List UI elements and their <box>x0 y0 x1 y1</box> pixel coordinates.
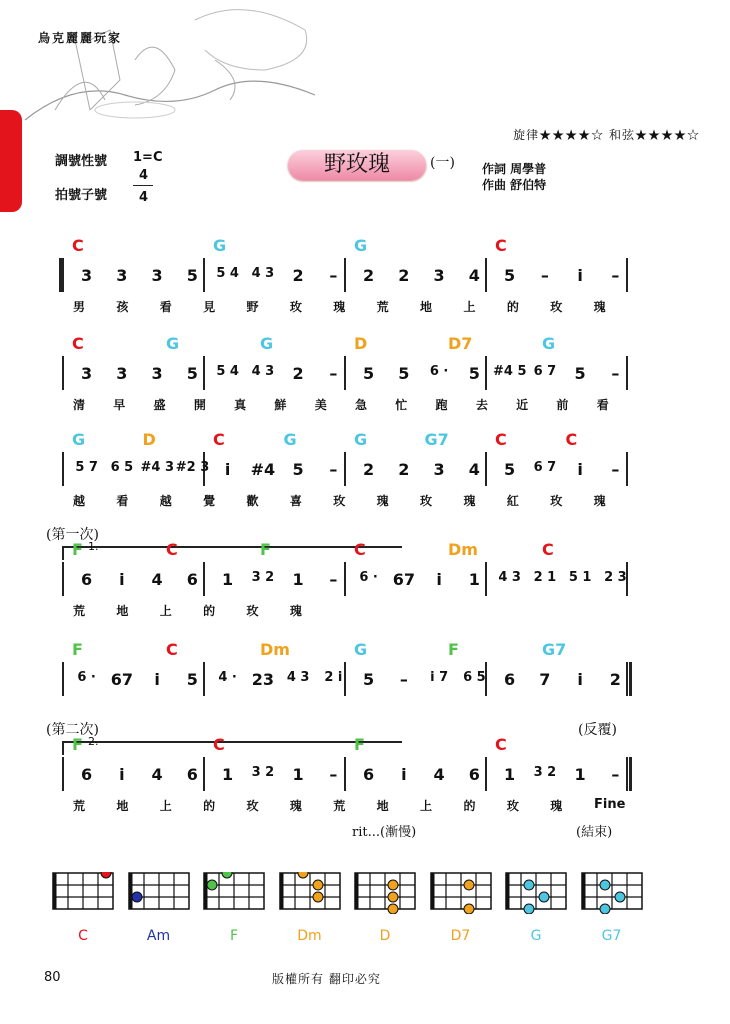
lyric: 忙 <box>395 398 408 412</box>
lyric: 看 <box>596 398 609 412</box>
note: 6 · <box>77 670 96 685</box>
ending-bracket-side <box>62 741 64 755</box>
lyric: 越 <box>72 494 85 508</box>
lyric: 玫 <box>246 604 259 618</box>
note: 2 <box>292 364 304 383</box>
bar-line <box>62 562 64 596</box>
lyric: 去 <box>475 398 488 412</box>
lyric: 鮮 <box>274 398 287 412</box>
lyric: 孩 <box>116 300 129 314</box>
lyric: 覺 <box>203 494 216 508</box>
beat-bottom: 4 <box>139 190 149 205</box>
lyric: 瑰 <box>550 799 563 813</box>
lyric: 瑰 <box>593 494 606 508</box>
note: 3 2 <box>533 765 557 780</box>
note: 1 <box>222 570 234 589</box>
chord-symbol: C <box>354 540 366 559</box>
note: 1 <box>222 765 234 784</box>
chord-diagram-g7 <box>581 872 645 914</box>
credits <box>482 161 546 193</box>
chord-symbol: G <box>354 430 368 449</box>
note: 5 <box>468 364 480 383</box>
note: 2 <box>398 266 410 285</box>
book-title: 烏克麗麗玩家 <box>38 31 123 45</box>
lyric: 地 <box>376 799 389 813</box>
note: 3 <box>81 364 93 383</box>
note: 3 2 <box>251 765 275 780</box>
note: i <box>577 266 583 285</box>
note: 3 2 <box>251 570 275 585</box>
note: 2 <box>609 670 621 689</box>
note: i 7 <box>430 670 449 685</box>
chord-symbol: G <box>260 334 274 353</box>
note: – <box>540 266 549 285</box>
note: 5 4 <box>216 364 239 379</box>
note: – <box>611 765 620 784</box>
lyric: 瑰 <box>463 494 476 508</box>
copyright: 版權所有 翻印必究 <box>272 972 381 986</box>
note: 5 <box>398 364 410 383</box>
note: 1 <box>504 765 516 784</box>
note: 5 <box>504 266 516 285</box>
chord-symbol: Dm <box>260 640 290 659</box>
lyric: 玫 <box>420 494 433 508</box>
chord-symbol: Dm <box>448 540 478 559</box>
note: i <box>119 570 125 589</box>
lyric: 玫 <box>506 799 519 813</box>
note: – <box>329 460 338 479</box>
note: 1 <box>292 570 304 589</box>
chord-name-label: D <box>379 928 391 944</box>
chord-symbol: C <box>72 334 84 353</box>
chord-symbol: C <box>213 430 225 449</box>
beat-label: 拍號子號 <box>55 188 108 203</box>
lyric: 急 <box>354 398 367 412</box>
note: 4 <box>151 570 163 589</box>
beat-divider <box>133 185 153 186</box>
note: – <box>611 460 620 479</box>
note: 3 <box>433 266 445 285</box>
chord-name-label: C <box>78 928 88 944</box>
note: 6 5 <box>110 460 134 475</box>
note: 5 <box>574 364 586 383</box>
note: 6 <box>186 765 198 784</box>
bar-line <box>62 258 64 292</box>
note: 6 <box>186 570 198 589</box>
chord-name-label: G <box>530 928 542 944</box>
chord-symbol: F <box>354 735 365 754</box>
lyric: 的 <box>203 799 216 813</box>
song-title-text: 野玫瑰 <box>323 152 390 177</box>
ending-bracket-side <box>62 546 64 560</box>
note: 5 7 <box>75 460 98 475</box>
chord-name-label: Dm <box>297 928 322 944</box>
lyric: 地 <box>116 799 129 813</box>
note: i <box>436 570 442 589</box>
chord-name-label: Am <box>146 928 171 944</box>
note: 5 <box>363 670 375 689</box>
note: 2 1 <box>533 570 557 585</box>
lyric: 的 <box>463 799 476 813</box>
lyric: 盛 <box>153 398 166 412</box>
note: 7 <box>539 670 551 689</box>
note: 3 <box>116 266 128 285</box>
tempo-note: rit...(漸慢) <box>352 825 417 840</box>
lyric: 地 <box>420 300 433 314</box>
chord-symbol: G <box>166 334 180 353</box>
chord-diagram-dm <box>279 872 343 914</box>
note: 5 4 <box>216 266 239 281</box>
repeat-start <box>59 258 62 292</box>
lyric: 真 <box>234 398 247 412</box>
bar-line <box>62 452 64 486</box>
chord-symbol: C <box>166 540 178 559</box>
note: 6 · <box>359 570 378 585</box>
lyric: 清 <box>72 398 85 412</box>
lyric: 瑰 <box>593 300 606 314</box>
note: 67 <box>392 570 415 589</box>
lyric: 瑰 <box>289 799 302 813</box>
lyric: 上 <box>159 799 172 813</box>
lyric: 看 <box>159 300 172 314</box>
lyric: 荒 <box>72 604 85 618</box>
lyric: 前 <box>556 398 569 412</box>
ending-number: 2. <box>88 735 99 748</box>
chord-symbol: C <box>166 640 178 659</box>
lyric: 玫 <box>550 300 563 314</box>
repeat-label: (反覆) <box>578 722 617 738</box>
chord-symbol: C <box>495 236 507 255</box>
note: #4 3 <box>140 460 175 475</box>
difficulty-rating: 旋律★★★★☆ 和弦★★★★☆ <box>513 128 700 142</box>
note: #4 5 <box>493 364 527 379</box>
note: #2 3 <box>175 460 210 475</box>
lyric: 玫 <box>333 494 346 508</box>
chord-symbol: G <box>72 430 86 449</box>
note: 5 1 <box>568 570 592 585</box>
chord-name-label: G7 <box>601 928 622 944</box>
lyric: 瑰 <box>333 300 346 314</box>
chord-symbol: G7 <box>424 430 449 449</box>
note: 6 7 <box>533 364 557 379</box>
chord-symbol: G7 <box>542 640 567 659</box>
chord-symbol: G <box>213 236 227 255</box>
chord-symbol: F <box>448 640 459 659</box>
note: 6 <box>504 670 516 689</box>
chord-symbol: G <box>354 236 368 255</box>
note: 6 <box>468 765 480 784</box>
note: 4 · <box>218 670 237 685</box>
chord-symbol: G <box>542 334 556 353</box>
note: 4 3 <box>251 364 275 379</box>
note: 6 <box>363 765 375 784</box>
lyric: 玫 <box>550 494 563 508</box>
note: – <box>329 364 338 383</box>
note: 4 <box>468 460 480 479</box>
lyric: 近 <box>516 398 529 412</box>
note: 5 <box>186 266 198 285</box>
note: – <box>611 266 620 285</box>
chord-symbol: C <box>565 430 578 449</box>
chord-symbol: F <box>72 540 83 559</box>
lyric: 上 <box>420 799 433 813</box>
note: 2 <box>363 266 375 285</box>
lyric: 上 <box>463 300 476 314</box>
chord-name-label: D7 <box>450 928 471 944</box>
note: 5 <box>504 460 516 479</box>
chord-symbol: F <box>72 735 83 754</box>
lyric: 紅 <box>506 494 519 508</box>
note: 4 3 <box>498 570 521 585</box>
bar-line <box>62 662 64 696</box>
chord-diagram-d <box>354 872 418 914</box>
lyric: 瑰 <box>289 604 302 618</box>
lyric: 喜 <box>289 494 302 508</box>
lyric: 早 <box>113 398 126 412</box>
ending-number: 1. <box>88 540 99 553</box>
lyric: 跑 <box>435 398 448 412</box>
chord-symbol: C <box>213 735 225 754</box>
note: 3 <box>81 266 93 285</box>
lyric: 美 <box>314 398 327 412</box>
beat-top: 4 <box>139 168 149 183</box>
note: 67 <box>110 670 133 689</box>
chord-symbol: C <box>542 540 554 559</box>
chord-diagram-f <box>203 872 267 914</box>
note: 4 <box>433 765 445 784</box>
note: 3 <box>116 364 128 383</box>
note: i <box>119 765 125 784</box>
key-value: 1=C <box>133 150 163 165</box>
header-illustration <box>15 0 345 135</box>
chord-diagram-d7 <box>430 872 494 914</box>
note: 5 <box>363 364 375 383</box>
lyric: 的 <box>506 300 519 314</box>
note: 23 <box>251 670 274 689</box>
note: 3 <box>433 460 445 479</box>
lyric: 看 <box>116 494 129 508</box>
note: 5 <box>292 460 304 479</box>
note: 5 <box>186 670 198 689</box>
bar-line <box>62 356 64 390</box>
chord-diagram-g <box>505 872 569 914</box>
note: 6 <box>81 765 93 784</box>
note: i <box>577 460 583 479</box>
note: 2 <box>292 266 304 285</box>
lyric: 地 <box>116 604 129 618</box>
note: i <box>577 670 583 689</box>
lyric: 的 <box>203 604 216 618</box>
note: 1 <box>574 765 586 784</box>
lyric: 歡 <box>246 494 259 508</box>
note: 2 3 <box>604 570 627 585</box>
song-title <box>288 150 426 180</box>
fine-mark: Fine <box>594 797 626 812</box>
note: 5 <box>186 364 198 383</box>
lyric: 荒 <box>333 799 346 813</box>
note: 4 <box>468 266 480 285</box>
chord-symbol: D7 <box>448 334 473 353</box>
note: 3 <box>151 364 163 383</box>
note: 2 <box>398 460 410 479</box>
lyric: 開 <box>193 398 206 412</box>
note: 1 <box>292 765 304 784</box>
lyric: 越 <box>159 494 172 508</box>
chord-symbol: C <box>495 430 507 449</box>
chord-symbol: G <box>354 640 368 659</box>
chord-symbol: D <box>354 334 368 353</box>
note: – <box>611 364 620 383</box>
chord-diagram-am <box>128 872 192 914</box>
note: 1 <box>468 570 480 589</box>
chord-symbol: F <box>260 540 271 559</box>
lyric: 瑰 <box>376 494 389 508</box>
chord-symbol: D <box>142 430 156 449</box>
title-suffix: (一) <box>430 155 455 171</box>
chord-symbol: C <box>72 236 84 255</box>
note: 3 <box>151 266 163 285</box>
lyricist: 作詞 周學普 <box>482 162 547 176</box>
end-note: (結束) <box>576 825 613 840</box>
chord-symbol: F <box>72 640 83 659</box>
note: 6 7 <box>533 460 557 475</box>
lyric: 荒 <box>376 300 389 314</box>
chapter-tab <box>0 110 22 212</box>
note: 2 i <box>324 670 343 685</box>
note: – <box>329 266 338 285</box>
lyric: 上 <box>159 604 172 618</box>
ending-bracket <box>62 546 402 548</box>
section-label: (第一次) <box>46 527 99 543</box>
lyric: 男 <box>72 300 85 314</box>
chord-symbol: C <box>495 735 507 754</box>
chord-name-label: F <box>229 928 239 944</box>
note: – <box>329 570 338 589</box>
note: – <box>399 670 408 689</box>
chord-symbol: G <box>283 430 297 449</box>
note: – <box>329 765 338 784</box>
key-label: 調號性號 <box>55 154 108 169</box>
note: 6 · <box>429 364 449 379</box>
note: 6 <box>81 570 93 589</box>
note: 4 3 <box>251 266 275 281</box>
note: 2 <box>363 460 375 479</box>
note: i <box>224 460 231 479</box>
bar-line <box>62 757 64 791</box>
lyric: 玫 <box>289 300 302 314</box>
page-number: 80 <box>44 970 61 985</box>
note: 6 5 <box>463 670 486 685</box>
section-label: (第二次) <box>46 722 99 738</box>
composer: 作曲 舒伯特 <box>482 178 547 192</box>
lyric: 玫 <box>246 799 259 813</box>
lyric: 野 <box>246 300 259 314</box>
lyric: 見 <box>203 300 216 314</box>
chord-diagram-c <box>52 872 116 914</box>
note: #4 <box>250 460 276 479</box>
note: i <box>154 670 160 689</box>
note: 4 3 <box>286 670 310 685</box>
ending-bracket <box>62 741 402 743</box>
note: i <box>401 765 407 784</box>
lyric: 荒 <box>72 799 85 813</box>
note: 4 <box>151 765 163 784</box>
